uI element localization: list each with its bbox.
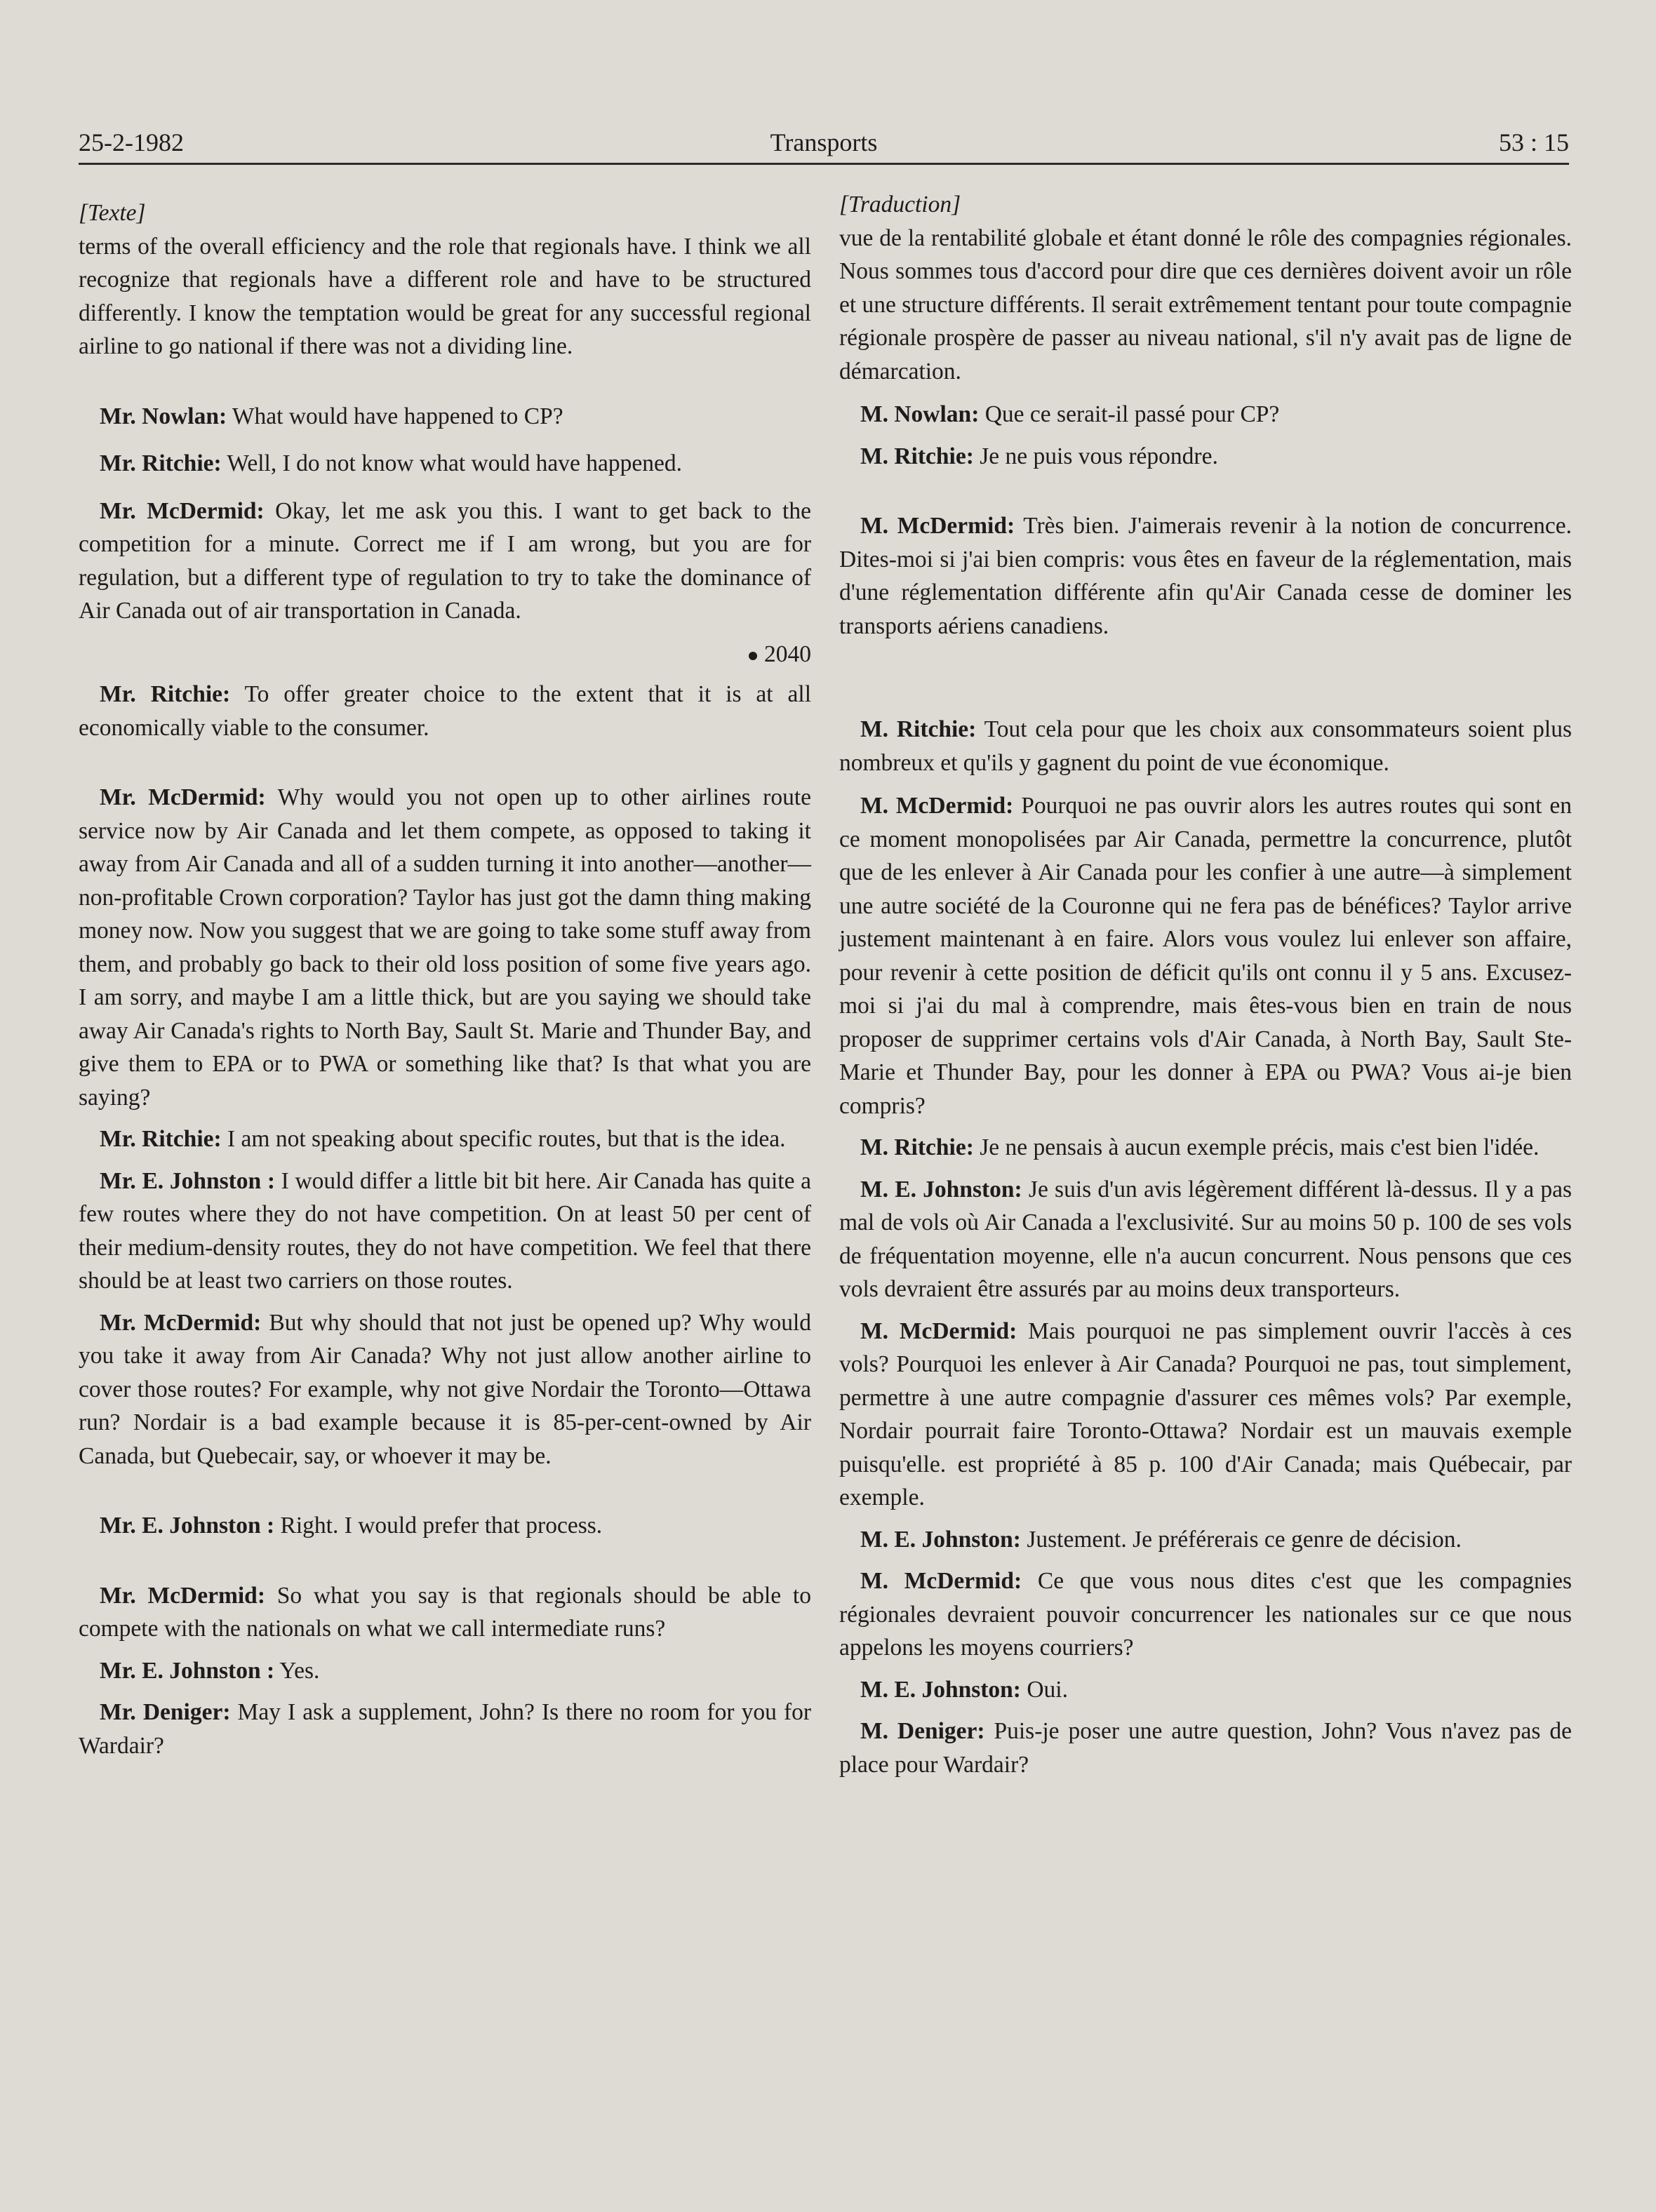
speaker-name: Mr. Nowlan: (100, 403, 227, 429)
paragraph (839, 1715, 1572, 1781)
speech-text: I am not speaking about specific routes, but that is the idea. (221, 1126, 786, 1152)
speaker-name: M. McDermid: (860, 1568, 1022, 1594)
speech-text: Très bien. J'aimerais revenir à la notion de concurrence. Dites-moi si j'ai bien compris: vous êtes en faveur de la réglementation, mais d'une réglementation différente afin qu'Air Canada cesse de dominer les transports aériens canadiens. (839, 513, 1572, 639)
speaker-name: M. E. Johnston: (860, 1526, 1021, 1553)
paragraph (79, 1654, 811, 1688)
speaker-name: M. McDermid: (860, 1318, 1017, 1344)
paragraph (839, 789, 1572, 1122)
paragraph (79, 1696, 811, 1762)
speech-text: But why should that not just be opened up? Why would you take it away from Air Canada? Why not just allow another airline to cover those routes? For example, why not give Nordair the Toronto—Ottawa run? Nordair is a bad example because it is 85-per-cent-owned by Air Canada, but Quebecair, say, or whoever it may be. (79, 1309, 811, 1469)
speaker-name: M. E. Johnston: (860, 1676, 1021, 1703)
speech-text: Oui. (1020, 1676, 1068, 1703)
paragraph (79, 1579, 811, 1646)
paragraph (839, 1173, 1572, 1306)
paragraph (79, 1509, 811, 1543)
paragraph (79, 781, 811, 1114)
header-date: 25-2-1982 (79, 128, 184, 156)
speaker-name: Mr. Ritchie: (100, 1126, 222, 1152)
speaker-name: M. McDermid: (860, 513, 1015, 539)
speech-text: What would have happened to CP? (227, 403, 563, 429)
speech-text: Je ne pensais à aucun exemple précis, mais c'est bien l'idée. (973, 1134, 1540, 1160)
speech-text: Pourquoi ne pas ouvrir alors les autres routes qui sont en ce moment monopolisées par Air Canada, permettre la concurrence, plutôt que de les enlever à Air Canada pour les confier à une autre—à simplement une autre société de la Couronne qui ne fera pas de bénéfices? Taylor arrive justement maintenant à en faire. Alors vous voulez lui enlever son affaire, pour revenir à cette position de déficit qu'ils ont connu il y 5 ans. Excusez-moi si j'ai du mal à comprendre, mais êtes-vous bien en train de nous proposer de supprimer certains vols d'Air Canada, à North Bay, Sault Ste-Marie et Thunder Bay, pour les donner à EPA ou PWA? Vous ai-je bien compris? (839, 793, 1572, 1119)
speaker-name: Mr. Deniger: (100, 1699, 231, 1725)
paragraph (839, 1523, 1572, 1557)
paragraph (839, 1564, 1572, 1665)
speech-text: Yes. (274, 1657, 320, 1684)
speaker-name: M. Ritchie: (860, 443, 974, 469)
speaker-name: Mr. Ritchie: (100, 450, 222, 476)
speech-text: Okay, let me ask you this. I want to get back to the competition for a minute. Correct me if I am wrong, but you are for regulation, but a different type of regulation to try to take the dominance of Air Canada out of air transportation in Canada. (79, 497, 811, 624)
speech-text: I would differ a little bit bit here. Air Canada has quite a few routes where they do not have competition. On at least 50 per cent of their medium-density routes, they do not have competition. We feel that there should be at least two carriers on those routes. (79, 1167, 812, 1294)
page-header (79, 118, 1569, 165)
paragraph (839, 1315, 1572, 1515)
french-column (839, 188, 1572, 1781)
speech-text: Justement. Je préférerais ce genre de décision. (1020, 1526, 1462, 1553)
paragraph (79, 447, 811, 481)
paragraph (79, 1165, 811, 1298)
paragraph (79, 1306, 811, 1473)
paragraph (79, 495, 811, 628)
speaker-name: Mr. E. Johnston : (100, 1513, 275, 1539)
paragraph (79, 400, 811, 434)
paragraph (79, 678, 811, 744)
french-label: [Traduction] (839, 192, 961, 217)
speaker-name: Mr. McDermid: (100, 1309, 262, 1336)
speaker-name: M. E. Johnston: (860, 1176, 1022, 1202)
speaker-name: M. McDermid: (860, 793, 1014, 819)
speech-text: To offer greater choice to the extent that it is at all economically viable to the consumer. (79, 681, 812, 741)
speaker-name: Mr. McDermid: (100, 784, 266, 810)
header-page-number: 53 : 15 (1498, 128, 1569, 156)
paragraph (839, 509, 1572, 643)
speech-text: Puis-je poser une autre question, John? Vous n'avez pas de place pour Wardair? (839, 1718, 1572, 1778)
paragraph (839, 222, 1572, 389)
speech-text: May I ask a supplement, John? Is there no room for you for Wardair? (79, 1699, 812, 1759)
paragraph (839, 1131, 1572, 1165)
paragraph (79, 1122, 811, 1156)
speaker-name: M. Nowlan: (860, 401, 980, 427)
paragraph (839, 440, 1572, 474)
speaker-name: Mr. McDermid: (100, 497, 265, 524)
speech-text: vue de la rentabilité globale et étant donné le rôle des compagnies régionales. Nous sommes tous d'accord pour dire que ces dernières doivent avoir un rôle et une structure différents. Il serait extrêmement tentant pour toute compagnie régionale prospère de passer au niveau national, s'il n'y avait pas de ligne de démarcation. (839, 224, 1572, 384)
speaker-name: Mr. E. Johnston : (100, 1657, 275, 1684)
speech-text: Why would you not open up to other airlines route service now by Air Canada and let them compete, as opposed to taking it away from Air Canada and all of a sudden turning it into another—another— non-profitable Crown corporation? Taylor has just got the damn thing making money now. Now you suggest that we are going to take some stuff away from them, and probably go back to their old loss position of some five years ago. I am sorry, and maybe I am a little thick, but are you saying we should take away Air Canada's rights to North Bay, Sault St. Marie and Thunder Bay, and give them to EPA or to PWA or something like that? Is that what you are saying? (79, 784, 811, 1111)
speech-text: Je suis d'un avis légèrement différent là-dessus. Il y a pas mal de vols où Air Canada a l'exclusivité. Sur au moins 50 p. 100 de ses vols de fréquentation moyenne, elle n'a aucun concurrent. Nous pensons que ces vols devraient être assurés par au moins deux transporteurs. (839, 1176, 1572, 1302)
speech-text: Right. I would prefer that process. (274, 1513, 603, 1539)
speech-text: terms of the overall efficiency and the role that regionals have. I think we all recognize that regionals have a different role and have to be structured differently. I know the temptation would be great for any successful regional airline to go national if there was not a dividing line. (79, 233, 811, 359)
speaker-name: M. Ritchie: (860, 716, 977, 742)
speaker-name: M. Ritchie: (860, 1134, 974, 1160)
speech-text: Que ce serait-il passé pour CP? (979, 401, 1280, 427)
speaker-name: Mr. Ritchie: (100, 681, 231, 707)
time-marker-text: 2040 (764, 641, 811, 667)
speech-text: Je ne puis vous répondre. (973, 443, 1218, 469)
header-title: Transports (770, 128, 878, 156)
paragraph (839, 1673, 1572, 1707)
paragraph (839, 398, 1572, 431)
english-label: [Texte] (79, 200, 146, 226)
paragraph (79, 230, 811, 363)
speaker-name: Mr. E. Johnston : (100, 1167, 275, 1194)
speech-text: Tout cela pour que les choix aux consommateurs soient plus nombreux et qu'ils y gagnent du point de vue économique. (839, 716, 1572, 776)
speaker-name: M. Deniger: (860, 1718, 985, 1744)
speech-text: So what you say is that regionals should be able to compete with the nationals on what we call intermediate runs? (79, 1582, 811, 1642)
bullet-icon (749, 652, 757, 660)
speech-text: Well, I do not know what would have happened. (221, 450, 682, 476)
english-column (79, 196, 811, 1762)
paragraph (839, 713, 1572, 779)
speaker-name: Mr. McDermid: (100, 1582, 265, 1609)
speech-text: Ce que vous nous dites c'est que les compagnies régionales devraient pouvoir concurrencer les nationales sur ce que nous appelons les moyens courriers? (839, 1568, 1572, 1661)
speech-text: Mais pourquoi ne pas simplement ouvrir l'accès à ces vols? Pourquoi les enlever à Air Canada? Pourquoi ne pas, tout simplement, permettre à une autre compagnie d'assurer ces mêmes vols? Par exemple, Nordair pourrait faire Toronto-Ottawa? Nordair est un mauvais exemple puisqu'elle. est propriété à 85 p. 100 d'Air Canada; mais Québecair, par exemple. (839, 1318, 1572, 1510)
time-marker (79, 638, 811, 671)
